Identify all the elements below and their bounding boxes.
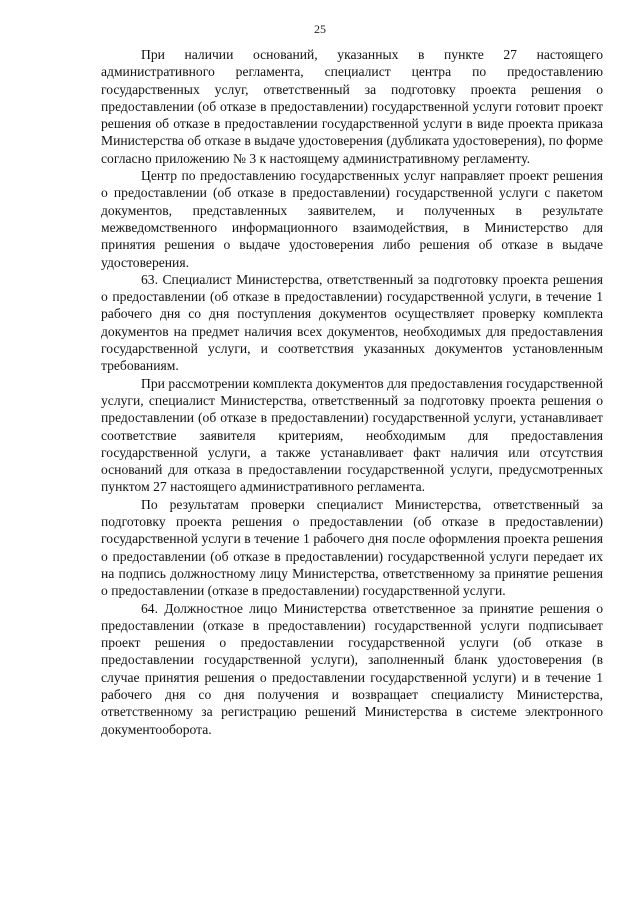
paragraph-grounds-refusal: При наличии оснований, указанных в пункте 27 настоящего административного регламента, специалист центра по предоставлению государственных услуг, ответственный за подготовку проекта решения о предоставлении (об отказе в предоставлении) государственной услуги готовит проект решения об отказе в предоставлении государственной услуги в виде проекта приказа Министерства об отказе в выдаче удостоверения (дубликата удостоверения), по форме согласно приложению № 3 к настоящему административному регламенту. <box>101 47 603 166</box>
document-body <box>101 46 603 738</box>
paragraph-check-results: По результатам проверки специалист Министерства, ответственный за подготовку проекта решения о предоставлении (об отказе в предоставлении) государственной услуги в течение 1 рабочего дня после оформления проекта решения о предоставлении (об отказе в предоставлении) государственной услуги передает их на подпись должностному лицу Министерства, ответственному за принятие решения о предоставлении (отказе в предоставлении) государственной услуги. <box>101 496 603 599</box>
page-number: 25 <box>314 22 326 36</box>
paragraph-64-official-signs: 64. Должностное лицо Министерства ответственное за принятие решения о предоставлении (отказе в предоставлении) государственной услуги подписывает проект решения о предоставлении государственной услуги (об отказе в предоставлении государственной услуги), заполненный бланк удостоверения (в случае принятия решения о предоставлении государственной услуги) и в течение 1 рабочего дня со дня получения и возвращает специалисту Министерства, ответственному за регистрацию решений Министерства в системе электронного документооборота. <box>101 600 603 737</box>
paragraph-center-sends-project: Центр по предоставлению государственных услуг направляет проект решения о предоставлении (об отказе в предоставлении) государственной услуги с пакетом документов, представленных заявителем, и полученных в результате межведомственного информационного взаимодействия, в Министерство для принятия решения о выдаче удостоверения либо решения об отказе в выдаче удостоверения. <box>101 168 603 270</box>
paragraph-63-document-check: 63. Специалист Министерства, ответственный за подготовку проекта решения о предоставлении (об отказе в предоставлении) государственной услуги, в течение 1 рабочего дня со дня поступления документов осуществляет проверку комплекта документов на предмет наличия всех документов, необходимых для предоставления государственной услуги, и соответствия указанных документов установленным требованиям. <box>101 271 603 374</box>
paragraph-review-criteria: При рассмотрении комплекта документов для предоставления государственной услуги, специалист Министерства, ответственный за подготовку проекта решения о предоставлении (об отказе в предоставлении) государственной услуги, устанавливает соответствие заявителя критериям, необходимым для предоставления государственной услуги, а также устанавливает факт наличия или отсутствия оснований для отказа в предоставлении государственной услуги, предусмотренных пунктом 27 настоящего административного регламента. <box>101 375 603 495</box>
